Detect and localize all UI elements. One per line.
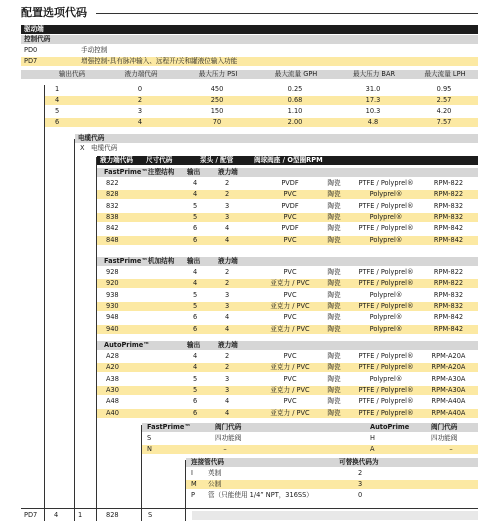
liquid-row [97,213,478,222]
liquid-col-size: 尺寸代码 [146,156,173,164]
liquid-code: 828 [106,190,119,199]
liquid-pump: PVC [283,374,297,383]
liquid-out: 6 [193,408,198,417]
liquid-out: 4 [193,279,198,288]
output-code: 1 [55,85,60,93]
liquid-seat: PTFE / Polyprel® [358,224,414,233]
liquid-rpm: RPM-842 [433,224,464,233]
liquid-le: 4 [225,313,230,322]
liquid-le: 4 [225,224,230,233]
liquid-le: 3 [225,374,230,383]
conn-header [186,458,478,467]
liquid-seat: PTFE / Polyprel® [358,352,414,360]
liquid-group-le: 液力端 [218,341,238,349]
liquid-code: 940 [106,324,119,333]
liquid-group-out: 输出 [187,341,201,349]
liquid-group-le: 液力端 [218,257,238,265]
liquid-ball: 陶瓷 [327,363,341,372]
liquid-pump: PVC [283,190,297,199]
liquid-le: 3 [225,385,230,394]
control-desc: 手动控制 [81,46,108,54]
drive-end-header [21,25,478,34]
conn-row [186,469,478,478]
liquid-out: 5 [193,301,198,310]
valve-col-fp: FastPrime™ [147,423,191,431]
liquid-out: 5 [193,290,198,299]
liquid-group-header [97,168,478,177]
output-row [45,107,478,116]
conn-alt: 0 [358,491,363,499]
liquid-seat: PTFE / Polyprel® [358,201,414,210]
liquid-row [97,313,478,322]
liquid-code: 848 [106,235,119,244]
liquid-le: 2 [225,190,230,199]
liquid-pump: 亚克力 / PVC [270,279,310,288]
liquid-row [97,397,478,406]
conn-desc: 英制 [208,469,222,477]
liquid-le: 2 [225,179,230,187]
liquid-out: 6 [193,324,198,333]
liquid-rpm: RPM-A20A [431,352,466,360]
output-psi: 150 [210,107,224,115]
output-lph: 0.95 [436,85,452,93]
liquid-code: A30 [106,385,119,394]
conn-row [186,480,478,489]
liquid-le: 3 [225,301,230,310]
liquid-code: A20 [106,363,119,372]
ladder-line-cable [74,139,75,521]
liquid-group-name: AutoPrime™ [104,341,150,349]
liquid-col-valve: 阀球阀座 / O型圈RPM [254,156,323,164]
liquid-seat: Polyprel® [369,290,403,299]
liquid-pump: PVDF [281,224,299,233]
liquid-code: 832 [106,201,119,210]
liquid-rpm: RPM-822 [433,190,464,199]
liquid-rpm: RPM-A40A [431,408,466,417]
liquid-le: 3 [225,212,230,221]
liquid-row [97,302,478,311]
liquid-row [97,363,478,372]
ladder-line-liquid [96,157,97,521]
liquid-out: 4 [193,363,198,372]
liquid-rpm: RPM-842 [433,235,464,244]
liquid-le: 2 [225,363,230,372]
cable-header-label: 电缆代码 [78,134,105,142]
liquid-code: A40 [106,408,119,417]
liquid-out: 5 [193,385,198,394]
liquid-le: 2 [225,279,230,288]
liquid-ball: 陶瓷 [327,408,341,417]
liquid-seat: Polyprel® [369,313,403,322]
ladder-line-output [44,85,45,521]
valve-desc2: – [449,445,453,453]
liquid-le: 2 [225,352,230,360]
example-fill [192,511,478,520]
liquid-ball: 陶瓷 [327,385,341,394]
liquid-code: A48 [106,397,119,406]
liquid-ball: 陶瓷 [327,212,341,221]
conn-desc: 公制 [208,480,222,488]
control-code: PD0 [24,46,38,54]
valve-row [142,445,478,454]
output-col-lph: 最大流量 LPH [424,70,466,78]
liquid-row [97,279,478,288]
liquid-le: 4 [225,324,230,333]
cable-desc: 电缆代码 [91,144,118,152]
liquid-code: A28 [106,352,119,360]
control-row-pd0 [21,46,478,55]
conn-code: M [191,480,197,488]
liquid-code: 842 [106,224,119,233]
output-liquid: 0 [137,85,143,93]
liquid-ball: 陶瓷 [327,301,341,310]
output-bar: 17.3 [365,96,381,104]
liquid-code: A38 [106,374,119,383]
liquid-row [97,386,478,395]
liquid-seat: Polyprel® [369,190,403,199]
output-liquid: 4 [137,118,143,126]
liquid-group-out: 输出 [187,168,201,176]
output-bar: 10.3 [365,107,381,115]
liquid-group-out: 输出 [187,257,201,265]
liquid-seat: Polyprel® [369,235,403,244]
liquid-group-name: FastPrime™注塑结构 [104,168,175,176]
liquid-out: 6 [193,235,198,244]
liquid-le: 4 [225,397,230,406]
liquid-ball: 陶瓷 [327,279,341,288]
liquid-out: 6 [193,224,198,233]
liquid-pump: PVDF [281,179,299,187]
output-row [45,85,478,94]
output-psi: 250 [210,96,224,104]
liquid-out: 4 [193,352,198,360]
example-cable: 1 [78,511,83,519]
liquid-rpm: RPM-832 [433,290,464,299]
liquid-seat: PTFE / Polyprel® [358,301,414,310]
liquid-row [97,190,478,199]
liquid-pump: PVDF [281,201,299,210]
control-code: PD7 [24,57,38,65]
example-valve: S [148,511,153,519]
liquid-pump: PVC [283,352,297,360]
liquid-pump: 亚克力 / PVC [270,363,310,372]
example-rule [21,508,478,509]
output-gph: 1.10 [287,107,303,115]
liquid-ball: 陶瓷 [327,235,341,244]
liquid-pump: PVC [283,235,297,244]
liquid-ball: 陶瓷 [327,190,341,199]
conn-alt: 3 [358,480,363,488]
liquid-seat: PTFE / Polyprel® [358,279,414,288]
liquid-code: 838 [106,212,119,221]
liquid-rpm: RPM-832 [433,201,464,210]
title-rule [96,13,478,14]
liquid-seat: Polyprel® [369,374,403,383]
liquid-group-name: FastPrime™机加结构 [104,257,175,265]
liquid-rpm: RPM-832 [433,212,464,221]
liquid-pump: PVC [283,290,297,299]
liquid-ball: 陶瓷 [327,179,341,187]
liquid-le: 3 [225,201,230,210]
output-liquid: 3 [137,107,143,115]
liquid-rpm: RPM-822 [433,179,464,187]
liquid-pump: 亚克力 / PVC [270,385,310,394]
example-liquid: 828 [106,511,119,519]
liquid-group-le: 液力端 [218,168,238,176]
output-gph: 0.68 [287,96,303,104]
valve-col-ap: AutoPrime [370,423,410,431]
liquid-pump: PVC [283,268,297,276]
liquid-out: 4 [193,190,198,199]
liquid-ball: 陶瓷 [327,268,341,276]
liquid-rpm: RPM-842 [433,313,464,322]
conn-desc: 管（只能使用 1/4” NPT，316SS） [208,491,313,499]
liquid-pump: PVC [283,313,297,322]
conn-alt: 2 [358,469,363,477]
liquid-rpm: RPM-A20A [431,363,466,372]
liquid-rpm: RPM-822 [433,279,464,288]
valve-header [142,423,478,432]
valve-ap: A [370,445,375,453]
liquid-pump: 亚克力 / PVC [270,324,310,333]
valve-col-code: 阀门代码 [215,423,242,431]
liquid-row [97,375,478,384]
liquid-code: 928 [106,268,119,276]
liquid-seat: PTFE / Polyprel® [358,179,414,187]
liquid-ball: 陶瓷 [327,324,341,333]
output-psi: 70 [212,118,222,126]
liquid-code: 938 [106,290,119,299]
output-col-gph: 最大流量 GPH [274,70,318,78]
control-code-header [21,35,478,44]
liquid-rpm: RPM-822 [433,268,464,276]
control-code-label: 控制代码 [24,35,51,43]
valve-desc: – [223,445,227,453]
output-lph: 7.57 [436,118,452,126]
output-gph: 0.25 [287,85,303,93]
liquid-row [97,325,478,334]
output-lph: 4.20 [436,107,452,115]
liquid-pump: PVC [283,397,297,406]
liquid-seat: PTFE / Polyprel® [358,408,414,417]
liquid-code: 920 [106,279,119,288]
example-output: 4 [54,511,59,519]
output-code: 4 [55,96,60,104]
valve-fp: N [147,445,152,453]
liquid-le: 2 [225,268,230,276]
liquid-ball: 陶瓷 [327,374,341,383]
liquid-out: 5 [193,201,198,210]
valve-row [142,434,478,443]
control-row-pd7 [21,57,478,66]
output-row [45,118,478,127]
cable-header [75,134,478,143]
liquid-out: 5 [193,212,198,221]
liquid-rpm: RPM-A40A [431,397,466,406]
liquid-seat: PTFE / Polyprel® [358,385,414,394]
liquid-group-header [97,341,478,350]
conn-col-alt: 可替换代码为 [339,458,379,466]
output-header [21,70,478,79]
liquid-row [97,224,478,233]
conn-code: I [191,469,193,477]
liquid-le: 4 [225,235,230,244]
output-col-liquid: 液力端代码 [124,70,158,78]
cable-row [75,144,478,153]
liquid-ball: 陶瓷 [327,224,341,233]
liquid-rpm: RPM-A30A [431,385,466,394]
control-desc: 增强控制-具有脉冲输入、远程开/关和罐液位输入功能 [81,57,238,65]
liquid-seat: PTFE / Polyprel® [358,268,414,276]
liquid-ball: 陶瓷 [327,352,341,360]
conn-row [186,491,478,500]
liquid-row [97,352,478,361]
liquid-pump: PVC [283,212,297,221]
liquid-code: 948 [106,313,119,322]
liquid-code: 930 [106,301,119,310]
conn-code: P [191,491,195,499]
liquid-pump: 亚克力 / PVC [270,408,310,417]
liquid-out: 4 [193,179,198,187]
output-row [45,96,478,105]
liquid-ball: 陶瓷 [327,397,341,406]
valve-col-code2: 阀门代码 [431,423,458,431]
liquid-rpm: RPM-842 [433,324,464,333]
output-code: 6 [55,118,60,126]
output-liquid: 2 [137,96,143,104]
liquid-rpm: RPM-832 [433,301,464,310]
output-gph: 2.00 [287,118,303,126]
output-code: 5 [55,107,60,115]
conn-col-code: 连接管代码 [191,458,224,466]
drive-end-label: 驱动端 [24,25,44,33]
output-col-psi: 最大压力 PSI [198,70,238,78]
valve-fp: S [147,434,152,442]
valve-ap: H [370,434,375,442]
liquid-ball: 陶瓷 [327,201,341,210]
liquid-le: 3 [225,290,230,299]
liquid-out: 5 [193,374,198,383]
liquid-col-code: 液力端代码 [100,156,133,164]
liquid-ball: 陶瓷 [327,290,341,299]
liquid-rpm: RPM-A30A [431,374,466,383]
liquid-seat: Polyprel® [369,324,403,333]
liquid-ball: 陶瓷 [327,313,341,322]
liquid-seat: Polyprel® [369,212,403,221]
liquid-col-pump: 泵头 / 配管 [200,156,234,164]
cable-code: X [80,144,85,152]
liquid-row [97,268,478,277]
liquid-out: 4 [193,268,198,276]
liquid-row [97,291,478,300]
valve-desc: 四功能阀 [215,434,242,442]
liquid-out: 6 [193,397,198,406]
output-psi: 450 [210,85,224,93]
liquid-seat: PTFE / Polyprel® [358,397,414,406]
example-control: PD7 [24,511,38,519]
output-bar: 31.0 [365,85,381,93]
liquid-header [97,156,478,165]
liquid-row [97,409,478,418]
liquid-le: 4 [225,408,230,417]
liquid-row [97,202,478,211]
valve-desc2: 四功能阀 [431,434,458,442]
liquid-row [97,179,478,188]
page-title: 配置选项代码 [21,6,87,19]
output-col-bar: 最大压力 BAR [352,70,396,78]
liquid-seat: PTFE / Polyprel® [358,363,414,372]
liquid-code: 822 [106,179,119,187]
liquid-out: 6 [193,313,198,322]
liquid-group-header [97,257,478,266]
output-col-code: 输出代码 [58,70,86,78]
output-bar: 4.8 [367,118,379,126]
liquid-row [97,236,478,245]
output-lph: 2.57 [436,96,452,104]
liquid-pump: 亚克力 / PVC [270,301,310,310]
